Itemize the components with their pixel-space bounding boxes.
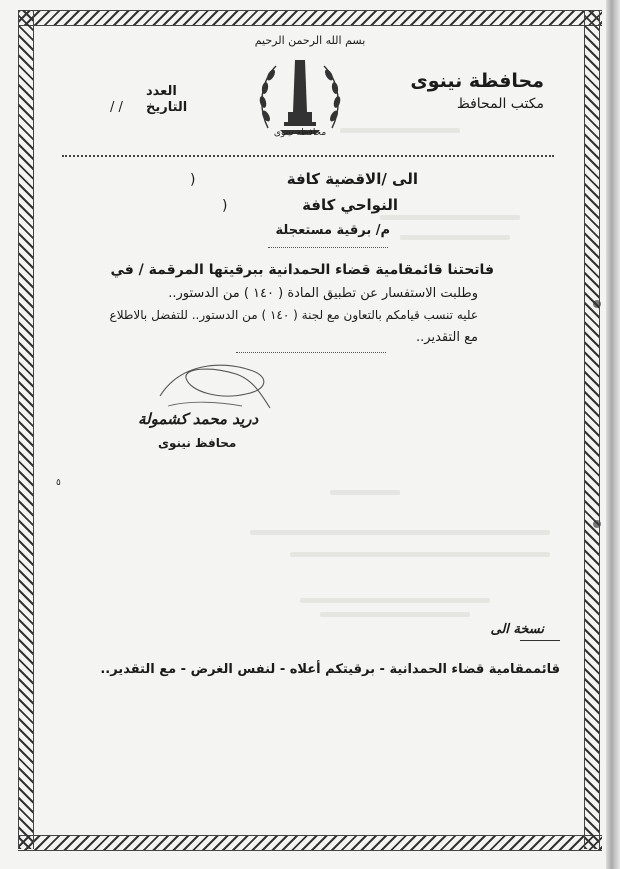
copy-to-label: نسخة الى [490,622,544,637]
header-divider [62,155,554,157]
governorate-name: محافظة نينوى [410,70,544,92]
body-divider [236,352,386,353]
bleed-through [300,598,490,603]
date-marks: / / [110,100,123,115]
body-line-3: عليه تنسب قيامكم بالتعاون مع لجنة ( ١٤٠ ) من الدستور.. للتفضل بالاطلاع [109,308,478,322]
scan-edge [606,0,620,869]
bleed-through [320,612,470,617]
bleed-through [330,490,400,495]
addressee-line-1: الى /الاقضية كافة [286,170,418,188]
decorative-border-top [18,10,602,26]
number-label: العدد [146,84,177,99]
handwritten-signature-icon [150,356,280,418]
emblem-caption: محافظة نينوى [273,128,327,138]
signer-title: محافظ نينوى [158,436,237,450]
bleed-through [250,530,550,535]
decorative-border-right [584,10,600,849]
basmala: بسم الله الرحمن الرحيم [254,34,366,47]
body-line-1: فاتحتنا قائمقامية قضاء الحمدانية ببرقيتها المرقمة / في [110,262,494,278]
signer-name: دريد محمد كشمولة [138,410,259,428]
decorative-border-left [18,10,34,849]
addressee-line-2: النواحي كافة [302,196,398,214]
decorative-border-bottom [18,835,602,851]
addressee-bracket-2: ) [222,198,228,214]
copy-to-text: قائممقامية قضاء الحمدانية - برقيتكم أعلاه - لنفس الغرض - مع التقدير.. [100,662,560,677]
addressee-bracket-1: ) [190,172,196,188]
stray-mark: ٥ [56,478,61,488]
bleed-through [290,552,550,557]
bleed-through [400,235,510,240]
bleed-through [380,215,520,220]
office-name: مكتب المحافظ [456,96,544,112]
date-label: التاريخ [146,100,188,115]
body-line-4: مع التقدير.. [416,330,478,345]
subject-line: م/ برقية مستعجلة [275,223,390,238]
subject-divider [268,247,388,248]
body-line-2: وطلبت الاستفسار عن تطبيق المادة ( ١٤٠ ) من الدستور.. [168,286,478,301]
copy-label-underline [520,640,560,641]
bleed-through [340,128,460,133]
